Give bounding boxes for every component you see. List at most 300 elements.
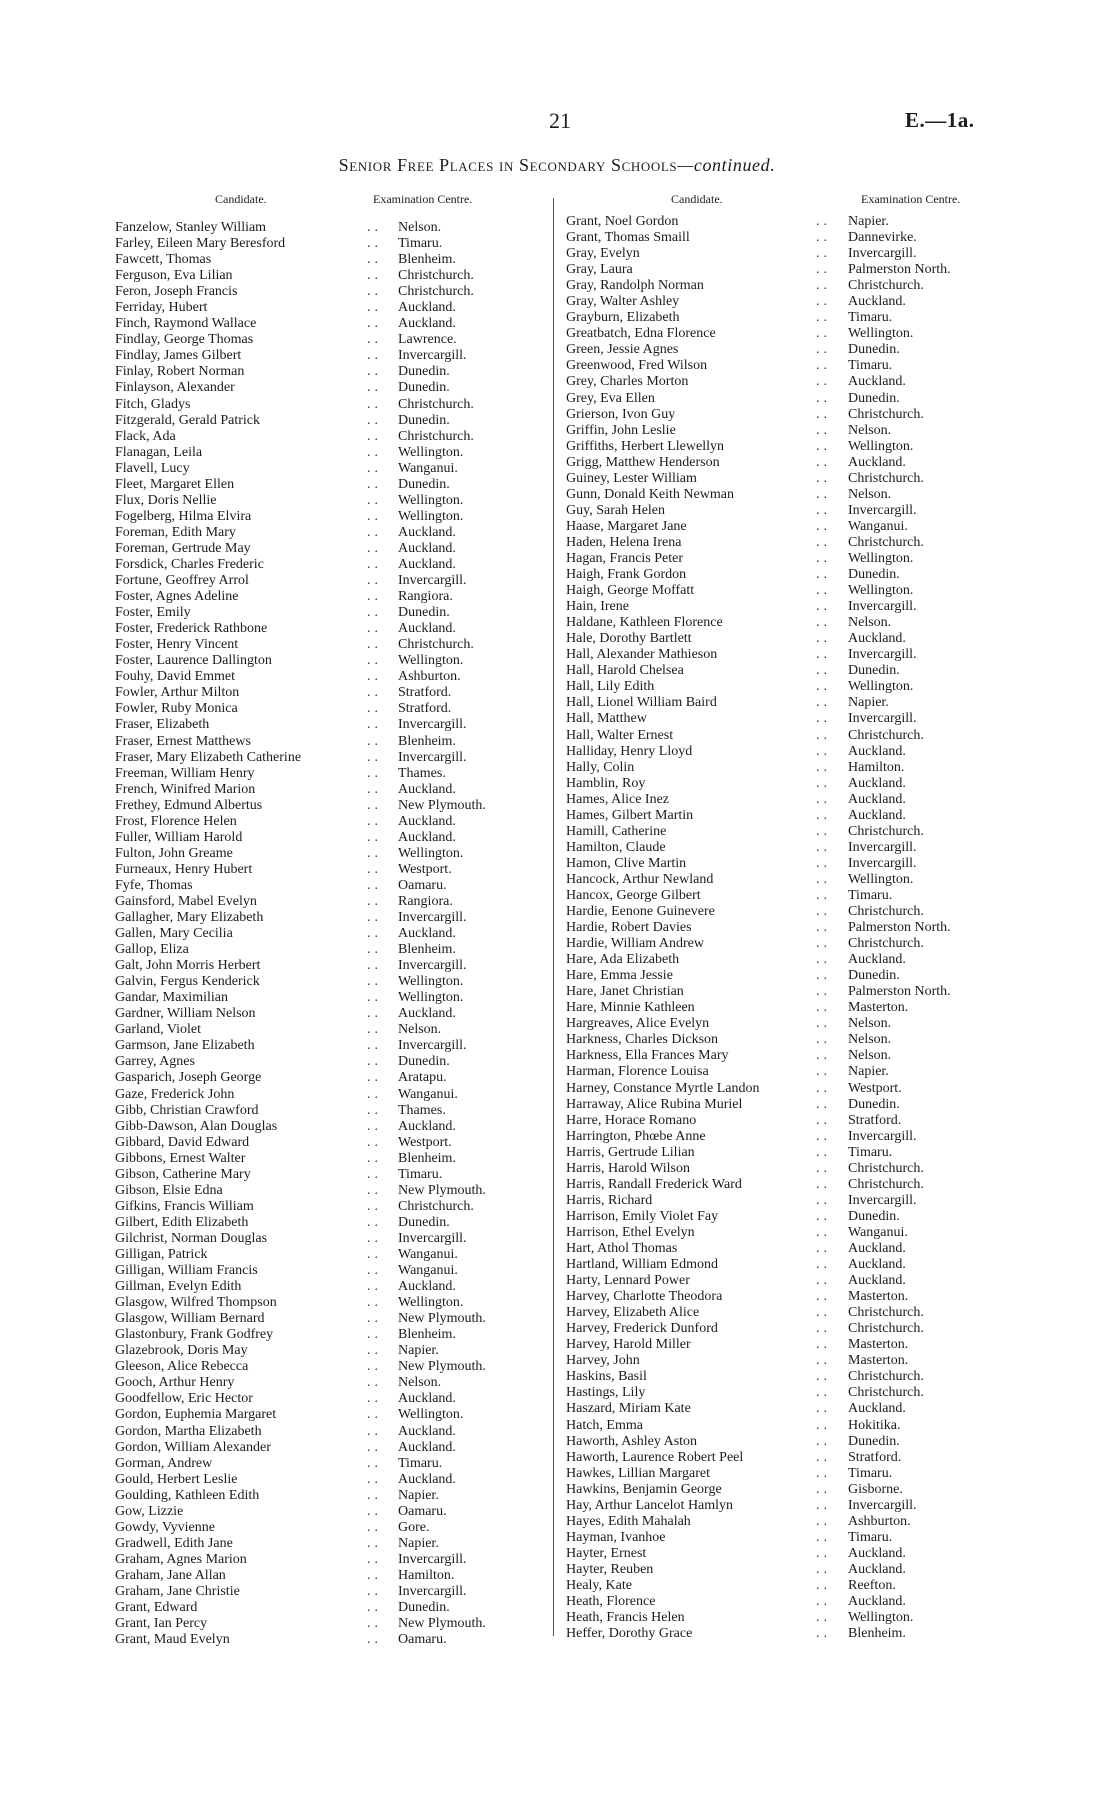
table-row xyxy=(115,942,530,958)
table-row xyxy=(115,926,530,942)
table-row xyxy=(566,1257,996,1273)
candidate-name: Glasgow, William Bernard xyxy=(115,1311,265,1327)
examination-centre: Wellington. xyxy=(848,326,914,342)
examination-centre: Napier. xyxy=(848,1064,889,1080)
leader-dots: .. xyxy=(816,759,831,775)
table-row xyxy=(115,717,530,733)
leader-dots: .. xyxy=(816,743,831,759)
examination-centre: Dunedin. xyxy=(848,1208,900,1224)
table-row xyxy=(566,631,996,647)
candidate-name: Feron, Joseph Francis xyxy=(115,284,238,300)
table-row xyxy=(566,391,996,407)
candidate-name: Harrison, Ethel Evelyn xyxy=(566,1224,695,1240)
table-row xyxy=(115,252,530,268)
examination-centre: Wellington. xyxy=(398,508,464,524)
leader-dots: .. xyxy=(816,855,831,871)
examination-centre: Dunedin. xyxy=(398,1600,450,1616)
examination-centre: Christchurch. xyxy=(848,470,924,486)
candidate-name: Guy, Sarah Helen xyxy=(566,502,666,518)
leader-dots: .. xyxy=(816,807,831,823)
candidate-name: Fortune, Geoffrey Arrol xyxy=(115,573,249,589)
leader-dots: .. xyxy=(816,502,831,518)
candidate-name: Haase, Margaret Jane xyxy=(566,518,687,534)
examination-centre: Dunedin. xyxy=(848,1096,900,1112)
leader-dots: .. xyxy=(816,230,831,246)
leader-dots: .. xyxy=(816,904,831,920)
candidate-name: Green, Jessie Agnes xyxy=(566,342,679,358)
candidate-name: Fyfe, Thomas xyxy=(115,877,193,893)
examination-centre: Auckland. xyxy=(848,1257,906,1273)
candidate-name: Gallop, Eliza xyxy=(115,942,189,958)
examination-centre: Blenheim. xyxy=(398,252,456,268)
candidate-name: Haworth, Ashley Aston xyxy=(566,1433,698,1449)
candidate-name: Foreman, Gertrude May xyxy=(115,540,251,556)
candidate-name: Hamilton, Claude xyxy=(566,839,666,855)
leader-dots: .. xyxy=(816,1465,831,1481)
candidate-name: Graham, Jane Allan xyxy=(115,1567,226,1583)
candidate-name: Hawkes, Lillian Margaret xyxy=(566,1465,710,1481)
candidate-name: Grant, Ian Percy xyxy=(115,1616,208,1632)
examination-centre: Wanganui. xyxy=(398,460,458,476)
table-row xyxy=(566,615,996,631)
table-row xyxy=(566,760,996,776)
examination-centre: Thames. xyxy=(398,1102,446,1118)
table-row xyxy=(115,990,530,1006)
examination-centre: Hamilton. xyxy=(398,1567,455,1583)
candidate-name: Hayter, Ernest xyxy=(566,1545,647,1561)
leader-dots: .. xyxy=(367,428,382,444)
candidate-name: Harvey, Charlotte Theodora xyxy=(566,1289,723,1305)
table-row xyxy=(115,1311,530,1327)
table-row xyxy=(115,734,530,750)
table-row xyxy=(566,1450,996,1466)
leader-dots: .. xyxy=(816,1176,831,1192)
table-row xyxy=(566,647,996,663)
leader-dots: .. xyxy=(816,1497,831,1513)
examination-centre: Dunedin. xyxy=(848,1433,900,1449)
leader-dots: .. xyxy=(367,1327,382,1343)
leader-dots: .. xyxy=(367,1198,382,1214)
leader-dots: .. xyxy=(816,262,831,278)
leader-dots: .. xyxy=(367,974,382,990)
table-row xyxy=(566,1434,996,1450)
examination-centre: Aratapu. xyxy=(398,1070,447,1086)
candidate-name: Grant, Maud Evelyn xyxy=(115,1632,230,1648)
leader-dots: .. xyxy=(367,910,382,926)
leader-dots: .. xyxy=(367,845,382,861)
candidate-name: Fowler, Arthur Milton xyxy=(115,685,240,701)
examination-centre: Wellington. xyxy=(398,990,464,1006)
candidate-name: Haden, Helena Irena xyxy=(566,534,682,550)
candidate-name: Harris, Gertrude Lilian xyxy=(566,1144,695,1160)
table-row xyxy=(115,397,530,413)
leader-dots: .. xyxy=(367,1102,382,1118)
leader-dots: .. xyxy=(816,631,831,647)
table-row xyxy=(566,1466,996,1482)
candidate-name: French, Winifred Marion xyxy=(115,781,256,797)
leader-dots: .. xyxy=(367,1455,382,1471)
examination-centre: Invercargill. xyxy=(398,348,467,364)
examination-centre: Blenheim. xyxy=(398,942,456,958)
candidate-name: Ferriday, Hubert xyxy=(115,300,208,316)
table-row xyxy=(115,1440,530,1456)
leader-dots: .. xyxy=(816,839,831,855)
candidate-name: Griffin, John Leslie xyxy=(566,422,676,438)
examination-centre: Dunedin. xyxy=(398,364,450,380)
leader-dots: .. xyxy=(367,1134,382,1150)
leader-dots: .. xyxy=(367,1118,382,1134)
leader-dots: .. xyxy=(367,781,382,797)
table-row xyxy=(566,808,996,824)
leader-dots: .. xyxy=(367,1279,382,1295)
examination-centre: Auckland. xyxy=(398,1006,456,1022)
candidate-name: Haskins, Basil xyxy=(566,1369,647,1385)
leader-dots: .. xyxy=(816,1080,831,1096)
leader-dots: .. xyxy=(367,701,382,717)
table-row xyxy=(566,936,996,952)
table-row xyxy=(115,1632,530,1648)
candidate-name: Grierson, Ivon Guy xyxy=(566,406,676,422)
examination-centre: Dunedin. xyxy=(398,476,450,492)
table-row xyxy=(566,1129,996,1145)
leader-dots: .. xyxy=(816,1112,831,1128)
examination-centre: Christchurch. xyxy=(848,1369,924,1385)
left-column xyxy=(115,192,530,1648)
examination-centre: Christchurch. xyxy=(848,1160,924,1176)
examination-centre: Thames. xyxy=(398,765,446,781)
examination-centre: Westport. xyxy=(398,1134,452,1150)
leader-dots: .. xyxy=(816,422,831,438)
leader-dots: .. xyxy=(367,1375,382,1391)
candidate-name: Harkness, Charles Dickson xyxy=(566,1032,719,1048)
leader-dots: .. xyxy=(816,1208,831,1224)
examination-centre: Auckland. xyxy=(398,1118,456,1134)
candidate-name: Hayter, Reuben xyxy=(566,1561,654,1577)
candidate-name: Frethey, Edmund Albertus xyxy=(115,797,263,813)
examination-centre: Christchurch. xyxy=(848,1385,924,1401)
table-row xyxy=(566,1289,996,1305)
candidate-name: Greenwood, Fred Wilson xyxy=(566,358,708,374)
examination-centre: Hokitika. xyxy=(848,1417,901,1433)
examination-centre: Nelson. xyxy=(848,1016,892,1032)
table-row xyxy=(566,1209,996,1225)
candidate-name: Hatch, Emma xyxy=(566,1417,643,1433)
leader-dots: .. xyxy=(816,727,831,743)
table-row xyxy=(566,535,996,551)
candidate-name: Harris, Randall Frederick Ward xyxy=(566,1176,742,1192)
leader-dots: .. xyxy=(816,599,831,615)
examination-centre: Wellington. xyxy=(398,1407,464,1423)
leader-dots: .. xyxy=(816,1594,831,1610)
candidate-name: Hardie, William Andrew xyxy=(566,936,704,952)
examination-centre: Invercargill. xyxy=(398,1551,467,1567)
candidate-name: Grigg, Matthew Henderson xyxy=(566,454,720,470)
leader-dots: .. xyxy=(367,1407,382,1423)
leader-dots: .. xyxy=(816,1289,831,1305)
leader-dots: .. xyxy=(367,220,382,235)
table-row xyxy=(115,653,530,669)
table-row xyxy=(115,557,530,573)
candidate-name: Gibson, Elsie Edna xyxy=(115,1182,223,1198)
table-row xyxy=(566,583,996,599)
examination-centre: Invercargill. xyxy=(398,573,467,589)
table-row xyxy=(115,1568,530,1584)
leader-dots: .. xyxy=(816,968,831,984)
candidate-name: Foster, Frederick Rathbone xyxy=(115,621,268,637)
candidate-name: Harty, Lennard Power xyxy=(566,1273,690,1289)
table-row xyxy=(566,1321,996,1337)
table-row xyxy=(566,326,996,342)
table-row xyxy=(566,1626,996,1642)
candidate-name: Gradwell, Edith Jane xyxy=(115,1535,233,1551)
candidate-name: Haszard, Miriam Kate xyxy=(566,1401,691,1417)
candidate-name: Hall, Lily Edith xyxy=(566,679,655,695)
candidate-name: Grey, Charles Morton xyxy=(566,374,689,390)
table-row xyxy=(115,1231,530,1247)
examination-centre: Palmerston North. xyxy=(848,920,951,936)
leader-dots: .. xyxy=(816,1048,831,1064)
leader-dots: .. xyxy=(367,1423,382,1439)
leader-dots: .. xyxy=(816,1449,831,1465)
leader-dots: .. xyxy=(816,920,831,936)
leader-dots: .. xyxy=(816,310,831,326)
candidate-name: Gorman, Andrew xyxy=(115,1455,213,1471)
candidate-name: Heath, Florence xyxy=(566,1594,656,1610)
leader-dots: .. xyxy=(367,1343,382,1359)
leader-dots: .. xyxy=(367,460,382,476)
candidate-name: Garmson, Jane Elizabeth xyxy=(115,1038,255,1054)
candidate-name: Hames, Alice Inez xyxy=(566,791,670,807)
table-row xyxy=(566,1161,996,1177)
table-row xyxy=(115,1119,530,1135)
table-row xyxy=(566,471,996,487)
examination-centre: Nelson. xyxy=(848,615,892,631)
table-row xyxy=(115,1616,530,1632)
candidate-name: Grant, Noel Gordon xyxy=(566,214,679,229)
leader-dots: .. xyxy=(367,508,382,524)
table-row xyxy=(115,605,530,621)
examination-centre: Blenheim. xyxy=(848,1626,906,1642)
leader-dots: .. xyxy=(816,1128,831,1144)
table-row xyxy=(115,1279,530,1295)
candidate-name: Hastings, Lily xyxy=(566,1385,646,1401)
examination-centre: Nelson. xyxy=(848,1048,892,1064)
candidate-name: Hay, Arthur Lancelot Hamlyn xyxy=(566,1497,734,1513)
leader-dots: .. xyxy=(367,749,382,765)
leader-dots: .. xyxy=(816,406,831,422)
leader-dots: .. xyxy=(367,1391,382,1407)
table-row xyxy=(115,1087,530,1103)
leader-dots: .. xyxy=(367,1535,382,1551)
leader-dots: .. xyxy=(367,1054,382,1070)
examination-centre: Blenheim. xyxy=(398,733,456,749)
leader-dots: .. xyxy=(367,284,382,300)
table-row xyxy=(115,814,530,830)
examination-centre: Auckland. xyxy=(848,775,906,791)
examination-centre: Wellington. xyxy=(398,974,464,990)
examination-centre: Masterton. xyxy=(848,1000,909,1016)
examination-centre: Invercargill. xyxy=(848,855,917,871)
table-row xyxy=(566,214,996,230)
candidate-name: Gilbert, Edith Elizabeth xyxy=(115,1214,249,1230)
examination-centre: Invercargill. xyxy=(398,717,467,733)
examination-centre: Timaru. xyxy=(848,1144,893,1160)
leader-dots: .. xyxy=(367,717,382,733)
examination-centre: Invercargill. xyxy=(848,1128,917,1144)
table-row xyxy=(566,872,996,888)
table-row xyxy=(566,920,996,936)
examination-centre: Dunedin. xyxy=(398,412,450,428)
leader-dots: .. xyxy=(367,540,382,556)
table-row xyxy=(115,332,530,348)
leader-dots: .. xyxy=(367,1600,382,1616)
table-row xyxy=(566,1337,996,1353)
examination-centre: Auckland. xyxy=(398,556,456,572)
candidate-name: Fuller, William Harold xyxy=(115,829,243,845)
candidate-name: Finlayson, Alexander xyxy=(115,380,235,396)
examination-centre: Auckland. xyxy=(398,540,456,556)
leader-dots: .. xyxy=(367,893,382,909)
leader-dots: .. xyxy=(816,952,831,968)
table-row xyxy=(566,503,996,519)
table-row xyxy=(566,1353,996,1369)
table-row xyxy=(566,1418,996,1434)
leader-dots: .. xyxy=(816,615,831,631)
candidate-name: Graham, Agnes Marion xyxy=(115,1551,247,1567)
table-row xyxy=(566,1530,996,1546)
examination-centre: Timaru. xyxy=(848,1529,893,1545)
candidate-name: Hancox, George Gilbert xyxy=(566,887,701,903)
table-row xyxy=(115,798,530,814)
leader-dots: .. xyxy=(367,637,382,653)
examination-centre: Christchurch. xyxy=(848,1321,924,1337)
leader-dots: .. xyxy=(367,524,382,540)
candidate-name: Glastonbury, Frank Godfrey xyxy=(115,1327,274,1343)
candidate-name: Hamon, Clive Martin xyxy=(566,855,687,871)
table-row xyxy=(115,1536,530,1552)
candidate-name: Heath, Francis Helen xyxy=(566,1610,685,1626)
candidate-name: Grant, Thomas Smaill xyxy=(566,230,690,246)
leader-dots: .. xyxy=(367,492,382,508)
examination-centre: Christchurch. xyxy=(848,1305,924,1321)
candidate-name: Gowdy, Vyvienne xyxy=(115,1519,215,1535)
table-row xyxy=(566,310,996,326)
candidate-name: Gibbard, David Edward xyxy=(115,1134,250,1150)
examination-centre: Invercargill. xyxy=(398,910,467,926)
leader-dots: .. xyxy=(367,877,382,893)
leader-dots: .. xyxy=(816,1224,831,1240)
candidate-name: Hancock, Arthur Newland xyxy=(566,871,714,887)
leader-dots: .. xyxy=(816,1610,831,1626)
leader-dots: .. xyxy=(367,958,382,974)
table-row xyxy=(115,1054,530,1070)
table-row xyxy=(566,1482,996,1498)
table-row xyxy=(115,637,530,653)
examination-centre: Wellington. xyxy=(848,871,914,887)
examination-centre: Christchurch. xyxy=(848,406,924,422)
examination-centre: Timaru. xyxy=(398,1166,443,1182)
leader-dots: .. xyxy=(367,1150,382,1166)
table-row xyxy=(115,878,530,894)
examination-centre: Auckland. xyxy=(398,621,456,637)
candidate-name: Hare, Emma Jessie xyxy=(566,968,673,984)
examination-centre: Westport. xyxy=(848,1080,902,1096)
table-row xyxy=(566,1113,996,1129)
examination-centre: Nelson. xyxy=(848,1032,892,1048)
leader-dots: .. xyxy=(367,733,382,749)
leader-dots: .. xyxy=(816,1513,831,1529)
examination-centre: Oamaru. xyxy=(398,1632,447,1648)
examination-centre: Auckland. xyxy=(848,791,906,807)
candidate-name: Fogelberg, Hilma Elvira xyxy=(115,508,252,524)
leader-dots: .. xyxy=(816,470,831,486)
candidate-name: Hargreaves, Alice Evelyn xyxy=(566,1016,710,1032)
table-row xyxy=(566,1193,996,1209)
candidate-name: Fulton, John Greame xyxy=(115,845,233,861)
table-row xyxy=(566,1145,996,1161)
examination-centre: Auckland. xyxy=(848,952,906,968)
examination-centre: Ashburton. xyxy=(848,1513,911,1529)
candidate-name: Flavell, Lucy xyxy=(115,460,190,476)
examination-centre: Auckland. xyxy=(848,743,906,759)
leader-dots: .. xyxy=(816,823,831,839)
candidate-name: Hartland, William Edmond xyxy=(566,1257,718,1273)
left-rows xyxy=(115,220,530,1648)
table-row xyxy=(115,1167,530,1183)
leader-dots: .. xyxy=(816,695,831,711)
leader-dots: .. xyxy=(816,1192,831,1208)
candidate-name: Gray, Randolph Norman xyxy=(566,278,704,294)
table-row xyxy=(566,262,996,278)
table-row xyxy=(566,1000,996,1016)
examination-centre: Nelson. xyxy=(398,1022,442,1038)
candidate-name: Grey, Eva Ellen xyxy=(566,390,655,406)
candidate-header: Candidate. xyxy=(215,192,267,206)
candidate-name: Gibb, Christian Crawford xyxy=(115,1102,259,1118)
leader-dots: .. xyxy=(367,476,382,492)
leader-dots: .. xyxy=(816,1577,831,1593)
examination-centre: Invercargill. xyxy=(848,711,917,727)
candidate-name: Haworth, Laurence Robert Peel xyxy=(566,1449,744,1465)
leader-dots: .. xyxy=(816,1016,831,1032)
candidate-name: Fraser, Ernest Matthews xyxy=(115,733,251,749)
examination-centre: Timaru. xyxy=(848,1465,893,1481)
leader-dots: .. xyxy=(816,454,831,470)
leader-dots: .. xyxy=(367,1551,382,1567)
table-row xyxy=(115,461,530,477)
examination-centre: Wanganui. xyxy=(848,518,908,534)
table-row xyxy=(115,589,530,605)
leader-dots: .. xyxy=(816,390,831,406)
table-row xyxy=(566,904,996,920)
examination-centre: Blenheim. xyxy=(398,1150,456,1166)
candidate-name: Harraway, Alice Rubina Muriel xyxy=(566,1096,743,1112)
table-row xyxy=(115,1199,530,1215)
table-row xyxy=(566,439,996,455)
table-row xyxy=(115,910,530,926)
leader-dots: .. xyxy=(367,444,382,460)
examination-centre: Auckland. xyxy=(398,813,456,829)
table-row xyxy=(566,519,996,535)
leader-dots: .. xyxy=(367,765,382,781)
leader-dots: .. xyxy=(367,1519,382,1535)
table-row xyxy=(115,830,530,846)
examination-centre: Wellington. xyxy=(398,1295,464,1311)
table-row xyxy=(115,1375,530,1391)
leader-dots: .. xyxy=(816,663,831,679)
leader-dots: .. xyxy=(367,1471,382,1487)
table-row xyxy=(115,750,530,766)
